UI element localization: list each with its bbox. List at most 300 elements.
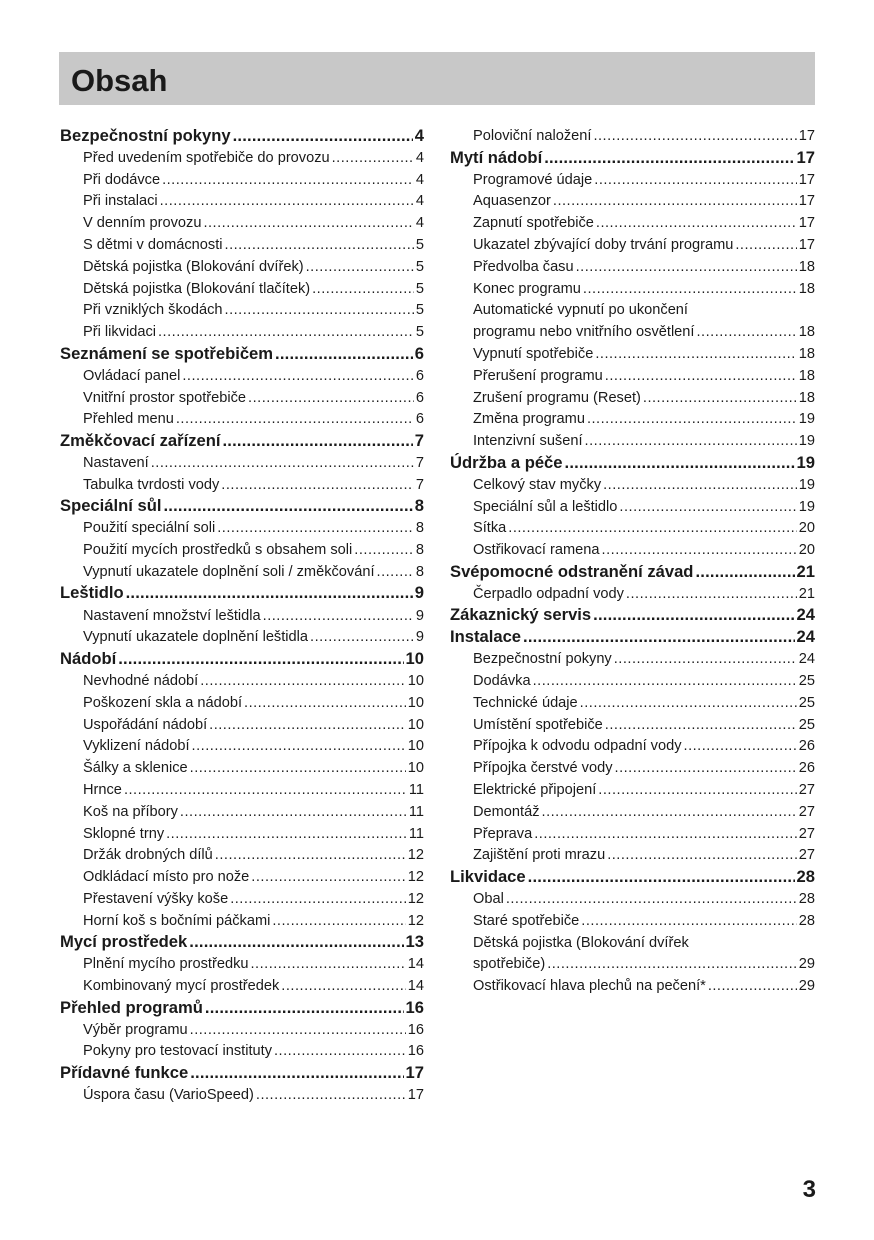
- toc-entry-page: 17: [796, 147, 815, 167]
- toc-entry-page: 17: [798, 128, 815, 145]
- toc-leader-dots: [619, 499, 796, 516]
- toc-subsection-entry: [450, 799, 815, 821]
- toc-leader-dots: [377, 564, 414, 581]
- toc-entry-page: 11: [408, 803, 424, 820]
- toc-leader-dots: [684, 738, 797, 755]
- toc-entry-title: Přípojka k odvodu odpadní vody: [473, 738, 682, 755]
- toc-entry-title: Leštidlo: [60, 583, 124, 603]
- toc-subsection-entry: [60, 472, 424, 494]
- toc-section-entry: [60, 581, 424, 603]
- toc-entry-title: Staré spotřebiče: [473, 912, 580, 929]
- toc-leader-dots: [118, 649, 403, 668]
- toc-entry-page: 4: [415, 171, 424, 188]
- toc-leader-dots: [593, 605, 794, 624]
- toc-section-entry: [450, 864, 815, 886]
- toc-entry-page: 5: [415, 237, 424, 253]
- toc-subsection-entry: [450, 341, 815, 363]
- toc-leader-dots: [643, 390, 797, 407]
- toc-entry-page: 8: [415, 520, 424, 537]
- toc-leader-dots: [221, 477, 414, 494]
- toc-subsection-entry: [60, 712, 424, 734]
- toc-leader-dots: [626, 586, 797, 603]
- toc-entry-page: 16: [407, 1021, 424, 1038]
- toc-entry-title: Držák drobných dílů: [83, 847, 213, 864]
- toc-leader-dots: [534, 826, 797, 843]
- toc-leader-dots: [215, 847, 406, 864]
- toc-entry-page: 19: [798, 433, 815, 450]
- toc-entry-title: Tabulka tvrdosti vody: [83, 476, 220, 493]
- toc-leader-dots: [696, 324, 796, 341]
- toc-subsection-entry: [450, 276, 815, 298]
- toc-subsection-entry: [60, 537, 424, 559]
- toc-entry-title: Hrnce: [83, 781, 122, 798]
- toc-subsection-entry: [450, 254, 815, 276]
- toc-entry-page: 24: [796, 605, 815, 625]
- title-bar: [59, 52, 815, 105]
- toc-entry-page: 7: [415, 476, 424, 493]
- toc-leader-dots: [581, 913, 796, 930]
- toc-entry-page: 6: [415, 411, 424, 428]
- toc-subsection-entry: [60, 668, 424, 690]
- toc-entry-title: Ostřikovací ramena: [473, 542, 600, 559]
- toc-subsection-entry: [60, 515, 424, 537]
- toc-subsection-entry: [450, 232, 815, 254]
- toc-leader-dots: [593, 128, 796, 145]
- toc-leader-dots: [580, 695, 797, 712]
- toc-leader-dots: [230, 891, 406, 908]
- toc-entry-title: Vnitřní prostor spotřebiče: [83, 389, 247, 406]
- toc-subsection-entry: [450, 951, 815, 973]
- toc-entry-title: Intenzivní sušení: [473, 433, 583, 450]
- toc-entry-page: 6: [415, 389, 424, 406]
- toc-entry-title: Údržba a péče: [450, 452, 563, 472]
- toc-entry-title: Dětská pojistka (Blokování dvířek: [473, 934, 689, 951]
- toc-section-entry: [60, 428, 424, 450]
- toc-entry-title: Umístění spotřebiče: [473, 716, 603, 733]
- toc-entry-title: Přípojka čerstvé vody: [473, 760, 613, 777]
- toc-subsection-entry: [60, 624, 424, 646]
- toc-leader-dots: [605, 368, 797, 385]
- toc-subsection-entry: [60, 886, 424, 908]
- toc-entry-title: Vypnutí ukazatele doplnění soli / změkčování: [83, 563, 375, 580]
- toc-subsection-entry: [60, 167, 424, 189]
- toc-entry-title: Nastavení: [83, 454, 149, 471]
- toc-entry-page: 25: [798, 672, 815, 689]
- toc-leader-dots: [523, 627, 795, 646]
- toc-leader-dots: [310, 629, 414, 646]
- toc-entry-title: Horní koš s bočními páčkami: [83, 912, 271, 929]
- toc-entry-title: Změkčovací zařízení: [60, 430, 221, 450]
- toc-entry-page: 9: [415, 629, 424, 646]
- toc-entry-title: Celkový stav myčky: [473, 476, 602, 493]
- toc-subsection-entry: [450, 188, 815, 210]
- toc-entry-title: Instalace: [450, 627, 522, 647]
- toc-entry-title: Svépomocné odstranění závad: [450, 561, 694, 581]
- toc-entry-title: Nevhodné nádobí: [83, 672, 199, 689]
- toc-subsection-entry: [60, 210, 424, 232]
- toc-subsection-entry: [60, 1017, 424, 1039]
- toc-entry-page: 29: [798, 978, 815, 995]
- toc-entry-page: 12: [407, 869, 424, 886]
- toc-entry-page: 12: [407, 912, 424, 929]
- toc-entry-page: 10: [405, 648, 424, 668]
- toc-entry-title: S dětmi v domácnosti: [83, 237, 223, 253]
- toc-entry-title: Přehled programů: [60, 997, 203, 1017]
- toc-entry-title: Před uvedením spotřebiče do provozu: [83, 149, 330, 166]
- toc-entry-page: 5: [415, 280, 424, 297]
- toc-leader-dots: [533, 673, 797, 690]
- toc-entry-page: 19: [798, 498, 815, 515]
- toc-entry-page: 14: [407, 978, 424, 995]
- toc-entry-page: 17: [405, 1062, 424, 1082]
- toc-entry-page: 20: [798, 542, 815, 559]
- toc-leader-dots: [233, 126, 413, 145]
- toc-entry-page: 17: [798, 171, 815, 188]
- toc-leader-dots: [256, 1087, 406, 1104]
- toc-leader-dots: [542, 804, 797, 821]
- toc-entry-title: Přerušení programu: [473, 367, 603, 384]
- toc-entry-page: 26: [798, 738, 815, 755]
- toc-leader-dots: [200, 673, 406, 690]
- toc-entry-page: 9: [415, 607, 424, 624]
- toc-subsection-entry: [450, 929, 815, 951]
- toc-leader-dots: [565, 453, 795, 472]
- toc-subsection-entry: [60, 145, 424, 167]
- toc-section-entry: [60, 929, 424, 951]
- toc-section-entry: [60, 123, 424, 145]
- toc-subsection-entry: [60, 319, 424, 341]
- toc-entry-page: 21: [796, 561, 815, 581]
- toc-entry-title: Dodávka: [473, 672, 531, 689]
- toc-entry-title: Použití speciální soli: [83, 520, 216, 537]
- toc-entry-title: Mytí nádobí: [450, 147, 543, 167]
- toc-subsection-entry: [60, 276, 424, 298]
- toc-section-entry: [60, 1060, 424, 1082]
- toc-subsection-entry: [450, 210, 815, 232]
- toc-entry-title: Plnění mycího prostředku: [83, 956, 249, 973]
- toc-entry-page: 10: [407, 760, 424, 777]
- toc-entry-title: Při instalaci: [83, 193, 158, 210]
- toc-entry-page: 17: [798, 215, 815, 232]
- toc-entry-title: V denním provozu: [83, 215, 202, 232]
- toc-subsection-entry: [60, 254, 424, 276]
- toc-entry-title: Pokyny pro testovací instituty: [83, 1043, 272, 1060]
- toc-subsection-entry: [450, 690, 815, 712]
- page-title: Obsah: [71, 63, 168, 98]
- toc-subsection-entry: [450, 385, 815, 407]
- toc-entry-title: Vypnutí ukazatele doplnění leštidla: [83, 629, 309, 646]
- toc-entry-title: Demontáž: [473, 803, 540, 820]
- toc-entry-page: 27: [798, 803, 815, 820]
- toc-entry-title: Aquasenzor: [473, 193, 551, 210]
- toc-subsection-entry: [450, 712, 815, 734]
- toc-entry-title: Sítka: [473, 520, 507, 537]
- toc-entry-title: Programové údaje: [473, 171, 593, 188]
- toc-subsection-entry: [60, 777, 424, 799]
- toc-leader-dots: [508, 520, 797, 537]
- toc-leader-dots: [274, 1043, 406, 1060]
- toc-section-entry: [450, 624, 815, 646]
- toc-entry-page: 28: [798, 912, 815, 929]
- toc-subsection-entry: [450, 646, 815, 668]
- toc-leader-dots: [614, 651, 797, 668]
- toc-entry-page: 24: [798, 651, 815, 668]
- toc-entry-page: 12: [407, 847, 424, 864]
- toc-section-entry: [450, 145, 815, 167]
- toc-leader-dots: [180, 804, 407, 821]
- toc-entry-page: 16: [405, 997, 424, 1017]
- toc-entry-page: 19: [796, 452, 815, 472]
- toc-entry-page: 27: [798, 781, 815, 798]
- toc-entry-page: 4: [415, 215, 424, 232]
- toc-subsection-entry: [450, 581, 815, 603]
- toc-entry-title: Vypnutí spotřebiče: [473, 345, 594, 362]
- toc-entry-title: Zapnutí spotřebiče: [473, 215, 594, 232]
- toc-leader-dots: [275, 344, 413, 363]
- toc-leader-dots: [695, 562, 794, 581]
- toc-column-right: [450, 123, 815, 995]
- toc-leader-dots: [587, 411, 797, 428]
- toc-entry-title: Poloviční naložení: [473, 128, 592, 145]
- toc-entry-page: 14: [407, 956, 424, 973]
- toc-leader-dots: [176, 411, 414, 428]
- toc-entry-title: Kombinovaný mycí prostředek: [83, 978, 280, 995]
- toc-leader-dots: [192, 738, 406, 755]
- toc-entry-page: 25: [798, 716, 815, 733]
- toc-entry-page: 8: [415, 542, 424, 559]
- toc-entry-page: 16: [407, 1043, 424, 1060]
- toc-entry-title: Sklopné trny: [83, 825, 165, 842]
- toc-entry-title: Zajištění proti mrazu: [473, 847, 606, 864]
- toc-entry-title: Výběr programu: [83, 1021, 188, 1038]
- toc-leader-dots: [223, 431, 413, 450]
- toc-subsection-entry: [450, 842, 815, 864]
- toc-entry-title: Technické údaje: [473, 694, 578, 711]
- toc-subsection-entry: [450, 821, 815, 843]
- toc-entry-page: 4: [415, 149, 424, 166]
- toc-leader-dots: [607, 847, 797, 864]
- toc-entry-title: Automatické vypnutí po ukončení: [473, 302, 688, 319]
- toc-subsection-entry: [60, 755, 424, 777]
- toc-section-entry: [60, 341, 424, 363]
- page-number: 3: [802, 1176, 816, 1203]
- toc-leader-dots: [596, 215, 797, 232]
- toc-leader-dots: [583, 281, 797, 298]
- toc-leader-dots: [126, 583, 413, 602]
- toc-entry-title: Ukazatel zbývající doby trvání programu: [473, 237, 734, 253]
- toc-leader-dots: [166, 826, 407, 843]
- toc-entry-page: 7: [414, 430, 424, 450]
- toc-section-entry: [450, 603, 815, 625]
- toc-leader-dots: [190, 1022, 406, 1039]
- toc-leader-dots: [205, 998, 404, 1017]
- toc-entry-title: Konec programu: [473, 280, 581, 297]
- toc-leader-dots: [203, 215, 413, 232]
- toc-leader-dots: [190, 760, 406, 777]
- toc-entry-page: 11: [408, 825, 424, 842]
- toc-entry-title: Elektrické připojení: [473, 781, 597, 798]
- toc-entry-page: 10: [407, 716, 424, 733]
- toc-entry-title: Šálky a sklenice: [83, 760, 188, 777]
- toc-subsection-entry: [450, 472, 815, 494]
- toc-leader-dots: [585, 433, 797, 450]
- toc-leader-dots: [189, 932, 403, 951]
- toc-entry-title: Při dodávce: [83, 171, 161, 188]
- toc-leader-dots: [225, 302, 414, 319]
- toc-entry-page: 28: [798, 890, 815, 907]
- toc-entry-title: Úspora času (VarioSpeed): [83, 1087, 254, 1104]
- toc-entry-page: 17: [407, 1087, 424, 1104]
- toc-subsection-entry: [60, 1038, 424, 1060]
- toc-leader-dots: [602, 542, 797, 559]
- toc-section-entry: [450, 450, 815, 472]
- toc-entry-title: Vyklizení nádobí: [83, 738, 190, 755]
- toc-leader-dots: [248, 390, 414, 407]
- toc-leader-dots: [217, 520, 414, 537]
- toc-subsection-entry: [450, 319, 815, 341]
- toc-entry-page: 8: [414, 496, 424, 516]
- toc-entry-title: Zákaznický servis: [450, 605, 592, 625]
- toc-entry-title: programu nebo vnitřního osvětlení: [473, 324, 695, 341]
- toc-entry-title: Přídavné funkce: [60, 1062, 189, 1082]
- toc-subsection-entry: [60, 1082, 424, 1104]
- toc-entry-title: Změna programu: [473, 411, 585, 428]
- toc-leader-dots: [162, 172, 414, 189]
- toc-subsection-entry: [450, 537, 815, 559]
- toc-entry-title: Ostřikovací hlava plechů na pečení*: [473, 978, 706, 995]
- toc-column-left: [60, 123, 424, 1104]
- toc-leader-dots: [190, 1063, 403, 1082]
- toc-entry-page: 29: [798, 956, 815, 973]
- toc-entry-title: Čerpadlo odpadní vody: [473, 585, 624, 602]
- toc-entry-page: 5: [415, 324, 424, 341]
- toc-leader-dots: [225, 237, 414, 254]
- toc-entry-page: 4: [415, 193, 424, 210]
- toc-entry-title: Při vzniklých škodách: [83, 302, 223, 319]
- toc-subsection-entry: [450, 733, 815, 755]
- toc-subsection-entry: [450, 777, 815, 799]
- toc-leader-dots: [244, 695, 406, 712]
- toc-subsection-entry: [60, 821, 424, 843]
- toc-entry-title: Koš na příbory: [83, 803, 178, 820]
- toc-leader-dots: [158, 324, 414, 341]
- toc-leader-dots: [594, 172, 797, 189]
- toc-section-entry: [450, 559, 815, 581]
- toc-leader-dots: [250, 956, 405, 973]
- toc-entry-page: 26: [798, 760, 815, 777]
- toc-entry-title: Poškození skla a nádobí: [83, 694, 243, 711]
- toc-entry-title: Dětská pojistka (Blokování dvířek): [83, 258, 304, 275]
- toc-subsection-entry: [450, 123, 815, 145]
- toc-subsection-entry: [450, 428, 815, 450]
- toc-entry-page: 25: [798, 694, 815, 711]
- toc-entry-page: 5: [415, 302, 424, 319]
- toc-leader-dots: [708, 978, 797, 995]
- toc-subsection-entry: [60, 406, 424, 428]
- toc-entry-title: Předvolba času: [473, 258, 574, 275]
- toc-subsection-entry: [60, 690, 424, 712]
- toc-subsection-entry: [60, 908, 424, 930]
- toc-subsection-entry: [60, 559, 424, 581]
- toc-entry-page: 10: [407, 694, 424, 711]
- toc-leader-dots: [281, 978, 405, 995]
- toc-subsection-entry: [450, 167, 815, 189]
- toc-entry-title: Použití mycích prostředků s obsahem soli: [83, 542, 353, 559]
- toc-entry-page: 18: [798, 280, 815, 297]
- toc-entry-title: Přehled menu: [83, 411, 174, 428]
- toc-entry-title: Nastavení množství leštidla: [83, 607, 261, 624]
- toc-entry-title: Nádobí: [60, 648, 117, 668]
- toc-entry-title: Dětská pojistka (Blokování tlačítek): [83, 280, 311, 297]
- toc-subsection-entry: [450, 908, 815, 930]
- toc-leader-dots: [151, 455, 414, 472]
- toc-entry-page: 28: [796, 866, 815, 886]
- toc-entry-page: 19: [798, 411, 815, 428]
- toc-subsection-entry: [60, 363, 424, 385]
- toc-entry-page: 20: [798, 520, 815, 537]
- toc-entry-page: 7: [415, 454, 424, 471]
- toc-entry-title: Odkládací místo pro nože: [83, 869, 250, 886]
- toc-leader-dots: [576, 259, 797, 276]
- toc-leader-dots: [306, 259, 414, 276]
- toc-entry-page: 6: [415, 367, 424, 384]
- toc-leader-dots: [528, 867, 795, 886]
- toc-leader-dots: [506, 891, 797, 908]
- toc-subsection-entry: [450, 515, 815, 537]
- toc-leader-dots: [598, 782, 796, 799]
- toc-section-entry: [60, 646, 424, 668]
- toc-leader-dots: [605, 717, 797, 734]
- toc-subsection-entry: [60, 864, 424, 886]
- toc-entry-title: Speciální sůl: [60, 496, 162, 516]
- toc-entry-title: Mycí prostředek: [60, 932, 188, 952]
- toc-entry-page: 11: [408, 781, 424, 798]
- toc-entry-title: Likvidace: [450, 866, 526, 886]
- toc-entry-page: 9: [414, 583, 424, 603]
- toc-leader-dots: [615, 760, 797, 777]
- toc-leader-dots: [272, 913, 405, 930]
- toc-entry-page: 18: [798, 324, 815, 341]
- toc-entry-page: 4: [414, 125, 424, 145]
- toc-entry-title: Bezpečnostní pokyny: [473, 651, 612, 668]
- toc-leader-dots: [544, 148, 794, 167]
- toc-subsection-entry: [60, 385, 424, 407]
- toc-entry-page: 5: [415, 258, 424, 275]
- toc-subsection-entry: [60, 951, 424, 973]
- toc-subsection-entry: [60, 973, 424, 995]
- toc-leader-dots: [332, 150, 414, 167]
- toc-entry-page: 6: [414, 343, 424, 363]
- toc-entry-page: 17: [798, 237, 815, 253]
- toc-leader-dots: [263, 608, 414, 625]
- toc-leader-dots: [595, 346, 796, 363]
- toc-entry-title: Uspořádání nádobí: [83, 716, 208, 733]
- toc-subsection-entry: [450, 886, 815, 908]
- toc-leader-dots: [354, 542, 414, 559]
- toc-subsection-entry: [450, 668, 815, 690]
- toc-subsection-entry: [60, 603, 424, 625]
- toc-subsection-entry: [450, 363, 815, 385]
- toc-subsection-entry: [450, 973, 815, 995]
- toc-entry-page: 18: [798, 389, 815, 406]
- toc-subsection-entry: [450, 297, 815, 319]
- toc-entry-page: 13: [405, 932, 424, 952]
- toc-leader-dots: [182, 368, 414, 385]
- toc-entry-title: Přestavení výšky koše: [83, 890, 229, 907]
- toc-entry-page: 8: [415, 563, 424, 580]
- toc-entry-page: 10: [407, 672, 424, 689]
- toc-entry-page: 18: [798, 367, 815, 384]
